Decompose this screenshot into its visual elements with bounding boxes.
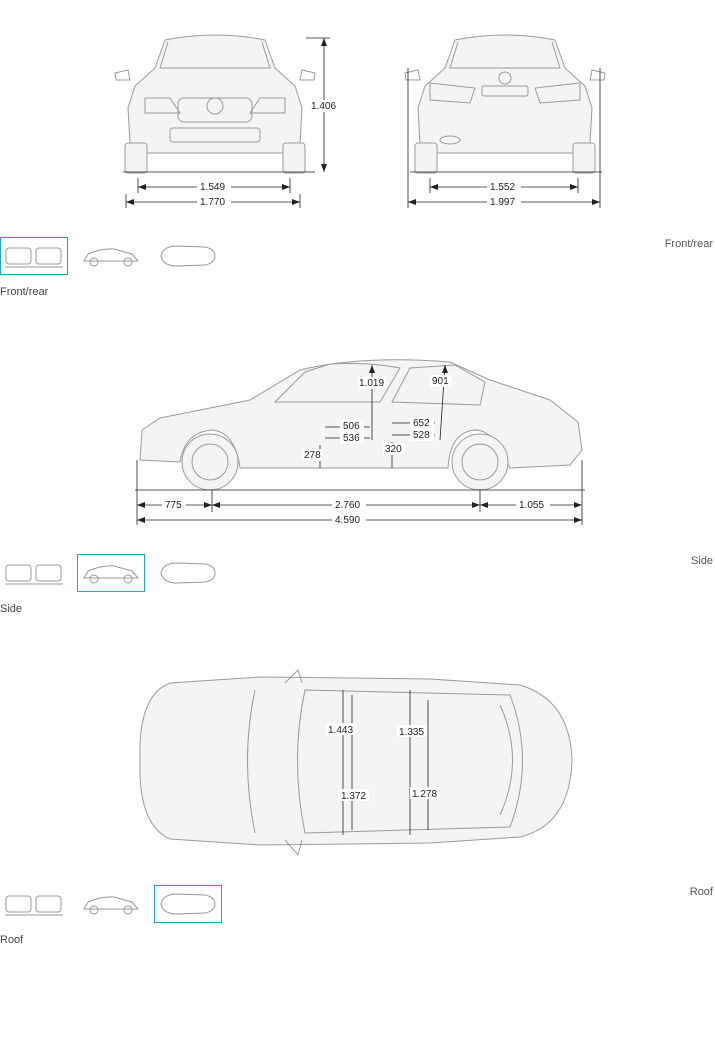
caption-side: Side: [0, 603, 23, 615]
dim-headroom-rear: 901: [432, 376, 449, 387]
view-label-front-rear: Front/rear: [664, 238, 713, 250]
thumbnail-side[interactable]: [77, 237, 145, 275]
caption-roof: Roof: [0, 934, 24, 946]
dim-legroom-528: 528: [413, 430, 430, 441]
thumbnail-strip: [0, 237, 231, 277]
caption-front-rear: Front/rear: [0, 286, 49, 298]
dim-shoulder-front: 1.443: [328, 725, 354, 736]
view-label-roof: Roof: [689, 886, 713, 898]
dim-floor: 320: [385, 444, 402, 455]
thumbnail-front-rear[interactable]: [0, 237, 68, 275]
thumbnail-roof[interactable]: [154, 885, 222, 923]
dim-legroom-652: 652: [413, 418, 430, 429]
top-view-car: [140, 670, 572, 855]
dim-legroom-506: 506: [343, 421, 360, 432]
view-label-side: Side: [690, 555, 713, 567]
dim-rear-track: 1.552: [490, 182, 516, 193]
dim-legroom-536: 536: [343, 433, 360, 444]
thumbnail-side[interactable]: [77, 885, 145, 923]
side-drawing: [130, 350, 590, 530]
rear-view-car: [405, 35, 605, 173]
thumbnail-strip: [0, 885, 231, 925]
thumbnail-front-rear[interactable]: [0, 554, 68, 592]
dim-headroom-front: 1.019: [359, 378, 385, 389]
dim-front-track: 1.549: [200, 182, 226, 193]
dim-seat-height: 278: [304, 450, 321, 461]
dim-front-width: 1.770: [200, 197, 226, 208]
front-view-car: [115, 35, 315, 173]
dim-rear-width: 1.997: [490, 197, 516, 208]
thumbnail-roof[interactable]: [154, 554, 222, 592]
roof-drawing: [130, 665, 580, 865]
dim-wheelbase: 2.760: [335, 500, 361, 511]
roof-section: [0, 660, 715, 960]
front-rear-drawing: [110, 28, 610, 213]
dim-length: 4.590: [335, 515, 361, 526]
dim-front-overhang: 775: [165, 500, 182, 511]
dim-elbow-front: 1.372: [341, 791, 367, 802]
thumbnail-roof[interactable]: [154, 237, 222, 275]
side-section: [0, 340, 715, 620]
front-rear-section: [0, 0, 715, 300]
dim-rear-overhang: 1.055: [519, 500, 545, 511]
dim-height: 1.406: [311, 101, 337, 112]
dim-elbow-rear: 1.278: [412, 789, 438, 800]
thumbnail-side[interactable]: [77, 554, 145, 592]
dim-shoulder-rear: 1.335: [399, 727, 425, 738]
thumbnail-front-rear[interactable]: [0, 885, 68, 923]
thumbnail-strip: [0, 554, 231, 594]
